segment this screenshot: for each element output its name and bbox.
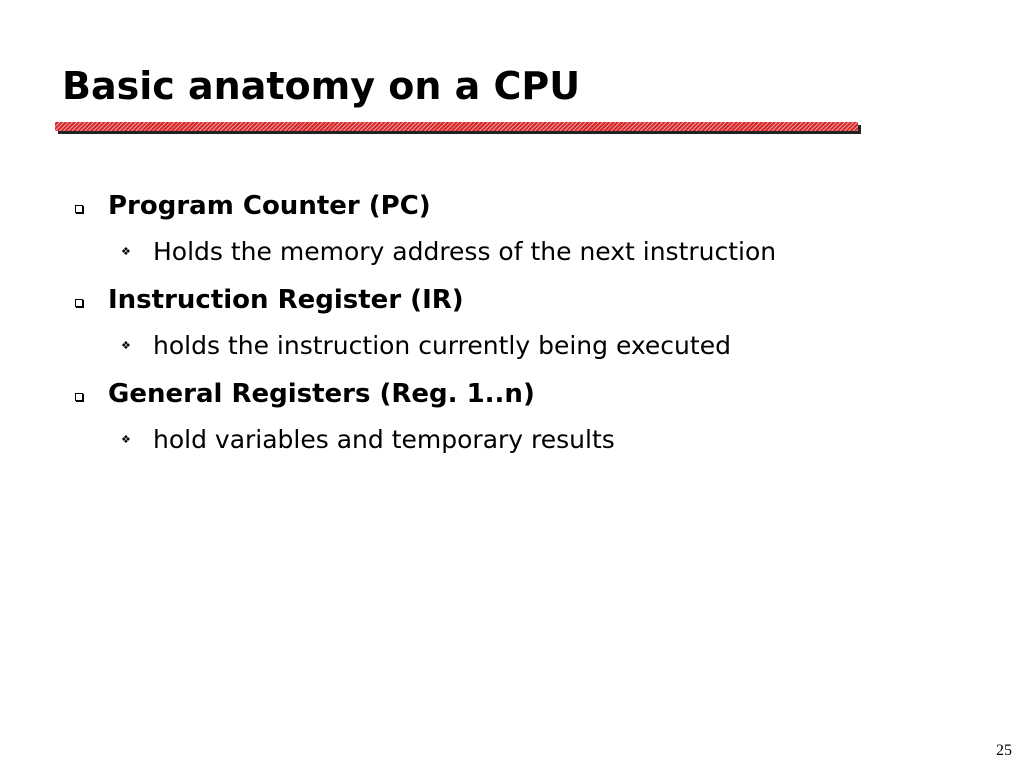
square-bullet-icon: [75, 205, 83, 213]
sub-bullet-text: holds the instruction currently being executed: [153, 331, 731, 360]
sub-bullet-item: [121, 424, 615, 456]
bullet-text: Instruction Register (IR): [108, 285, 464, 315]
sub-bullet-item: [121, 236, 777, 268]
slide-title: Basic anatomy on a CPU: [62, 64, 581, 108]
sub-bullet-text: hold variables and temporary results: [153, 425, 615, 454]
square-bullet-icon: [75, 299, 83, 307]
bullet-text: General Registers (Reg. 1..n): [108, 379, 535, 409]
page-number: 25: [996, 742, 1012, 759]
square-bullet-icon: [75, 393, 83, 401]
sub-bullet-item: [121, 330, 731, 362]
sub-bullet-text: Holds the memory address of the next instruction: [153, 237, 777, 266]
diamond-bullet-icon: ❖: [121, 433, 131, 446]
bullet-item-general-registers: [108, 378, 535, 410]
diamond-bullet-icon: ❖: [121, 339, 131, 352]
diamond-bullet-icon: ❖: [121, 245, 131, 258]
title-underline-rule: [55, 122, 858, 131]
bullet-text: Program Counter (PC): [108, 191, 431, 221]
bullet-item-program-counter: [108, 190, 431, 222]
bullet-item-instruction-register: [108, 284, 464, 316]
